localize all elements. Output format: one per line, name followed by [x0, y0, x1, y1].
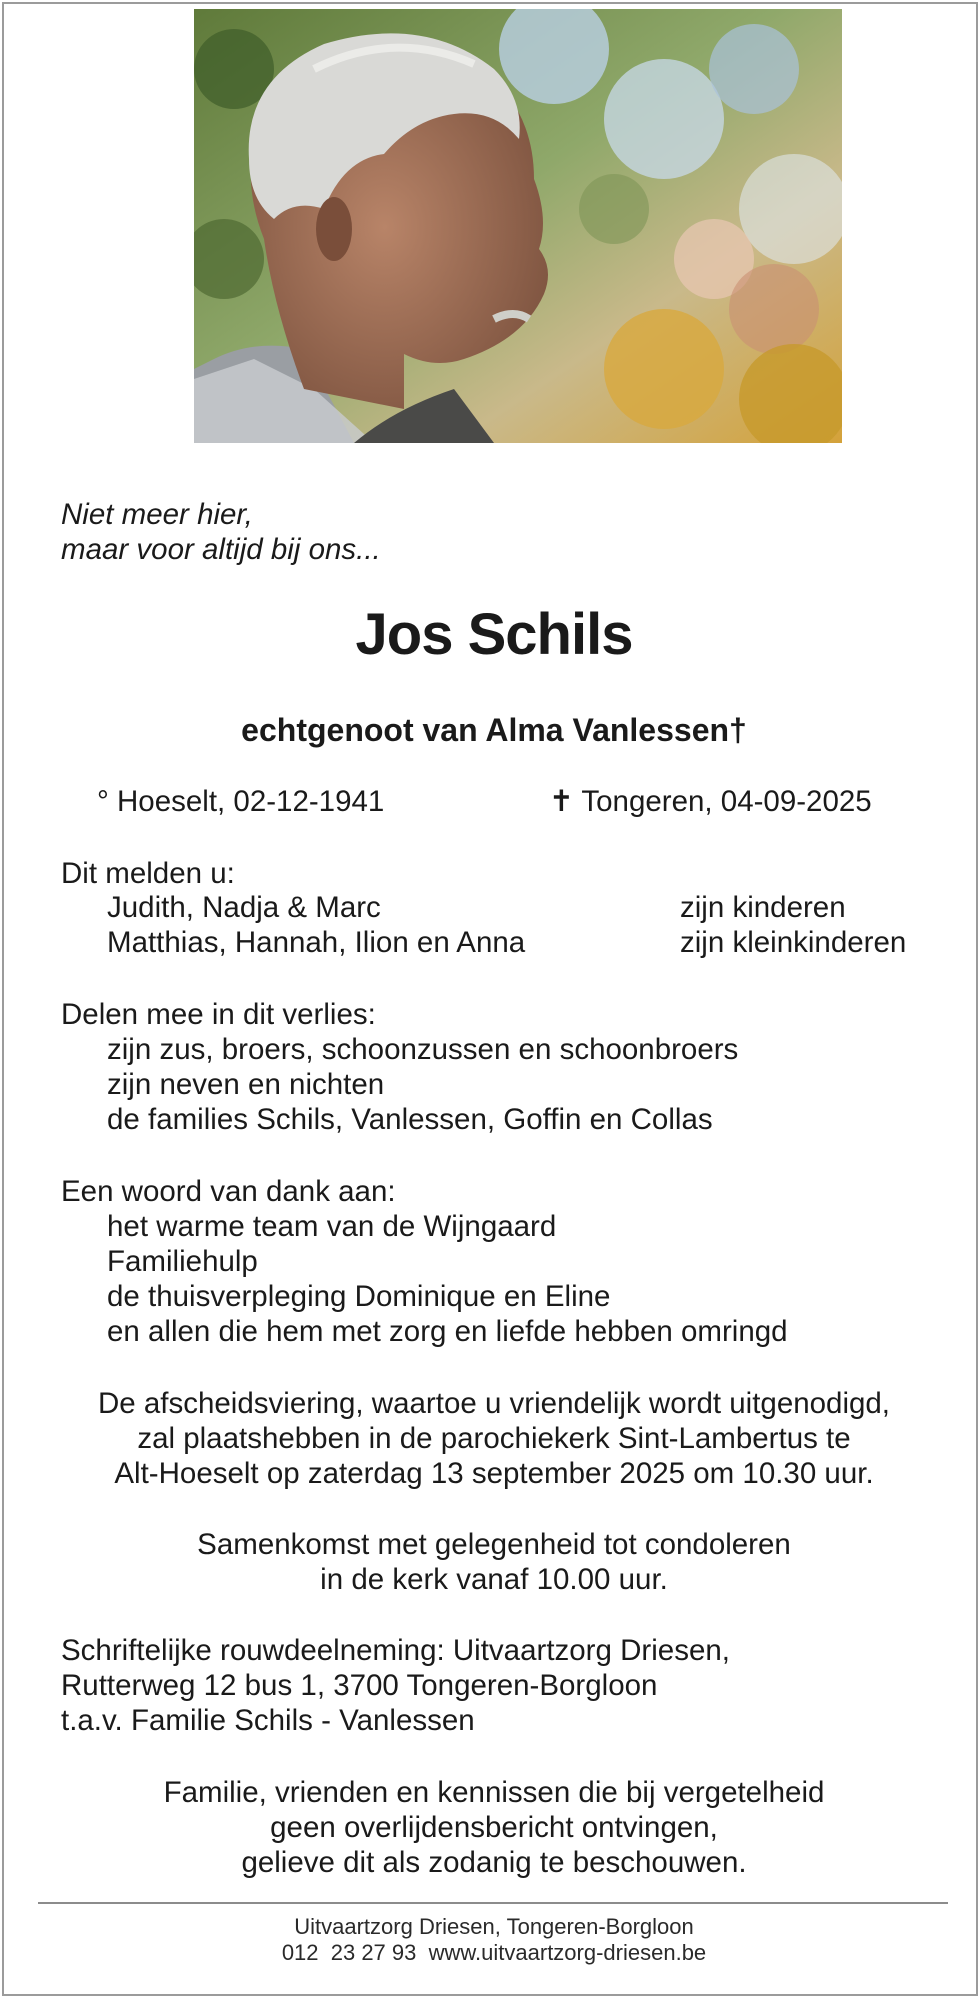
announcers-heading: Dit melden u: — [61, 857, 235, 890]
ceremony-line: zal plaatshebben in de parochiekerk Sint-Lambertus te — [137, 1422, 851, 1455]
footer — [4, 1914, 980, 1966]
sharing-heading: Delen mee in dit verlies: — [61, 998, 376, 1031]
notice-line: Familie, vrienden en kennissen die bij vergetelheid — [163, 1776, 825, 1809]
announcer-names: Matthias, Hannah, Ilion en Anna — [107, 926, 526, 959]
notice-section — [4, 1775, 980, 1880]
announcer-role: zijn kleinkinderen — [680, 926, 907, 959]
announcer-names: Judith, Nadja & Marc — [107, 891, 381, 924]
condolence-line: Rutterweg 12 bus 1, 3700 Tongeren-Borgloon — [61, 1669, 658, 1702]
birth-date: ° Hoeselt, 02-12-1941 — [97, 785, 385, 818]
sharing-section — [61, 997, 738, 1137]
motto-line: maar voor altijd bij ons... — [61, 533, 381, 566]
sharing-line: zijn zus, broers, schoonzussen en schoonbroers — [107, 1033, 739, 1066]
portrait-photo — [194, 9, 842, 443]
sharing-line: zijn neven en nichten — [107, 1068, 385, 1101]
thanks-line: Familiehulp — [107, 1245, 258, 1278]
announcer-role: zijn kinderen — [680, 891, 846, 924]
ceremony-section — [4, 1386, 980, 1491]
funeral-home-contact: 012 23 27 93 www.uitvaartzorg-driesen.be — [281, 1940, 707, 1965]
thanks-line: het warme team van de Wijngaard — [107, 1210, 557, 1243]
condolence-line: Schriftelijke rouwdeelneming: Uitvaartzorg Driesen, — [61, 1634, 730, 1667]
gathering-line: Samenkomst met gelegenheid tot condoleren — [197, 1528, 791, 1561]
death-date: ✝ Tongeren, 04-09-2025 — [549, 785, 872, 818]
deceased-name: Jos Schils — [355, 602, 633, 667]
sharing-line: de families Schils, Vanlessen, Goffin en Collas — [107, 1103, 713, 1136]
notice-line: gelieve dit als zodanig te beschouwen. — [241, 1846, 747, 1879]
gathering-section — [4, 1527, 980, 1597]
thanks-line: en allen die hem met zorg en liefde hebben omringd — [107, 1315, 788, 1348]
thanks-section — [61, 1174, 788, 1349]
condolence-section — [61, 1633, 730, 1738]
gathering-line: in de kerk vanaf 10.00 uur. — [320, 1563, 668, 1596]
funeral-home-name: Uitvaartzorg Driesen, Tongeren-Borgloon — [294, 1914, 694, 1939]
condolence-line: t.a.v. Familie Schils - Vanlessen — [61, 1704, 475, 1737]
motto-line: Niet meer hier, — [61, 498, 253, 531]
motto — [61, 497, 381, 567]
thanks-line: de thuisverpleging Dominique en Eline — [107, 1280, 611, 1313]
notice-line: geen overlijdensbericht ontvingen, — [270, 1811, 718, 1844]
obituary-card — [2, 2, 978, 1996]
footer-divider — [38, 1902, 948, 1904]
ceremony-line: Alt-Hoeselt op zaterdag 13 september 2025 om 10.30 uur. — [114, 1457, 874, 1490]
thanks-heading: Een woord van dank aan: — [61, 1175, 396, 1208]
ceremony-line: De afscheidsviering, waartoe u vriendelijk wordt uitgenodigd, — [97, 1387, 891, 1420]
spouse-line: echtgenoot van Alma Vanlessen† — [241, 712, 747, 748]
